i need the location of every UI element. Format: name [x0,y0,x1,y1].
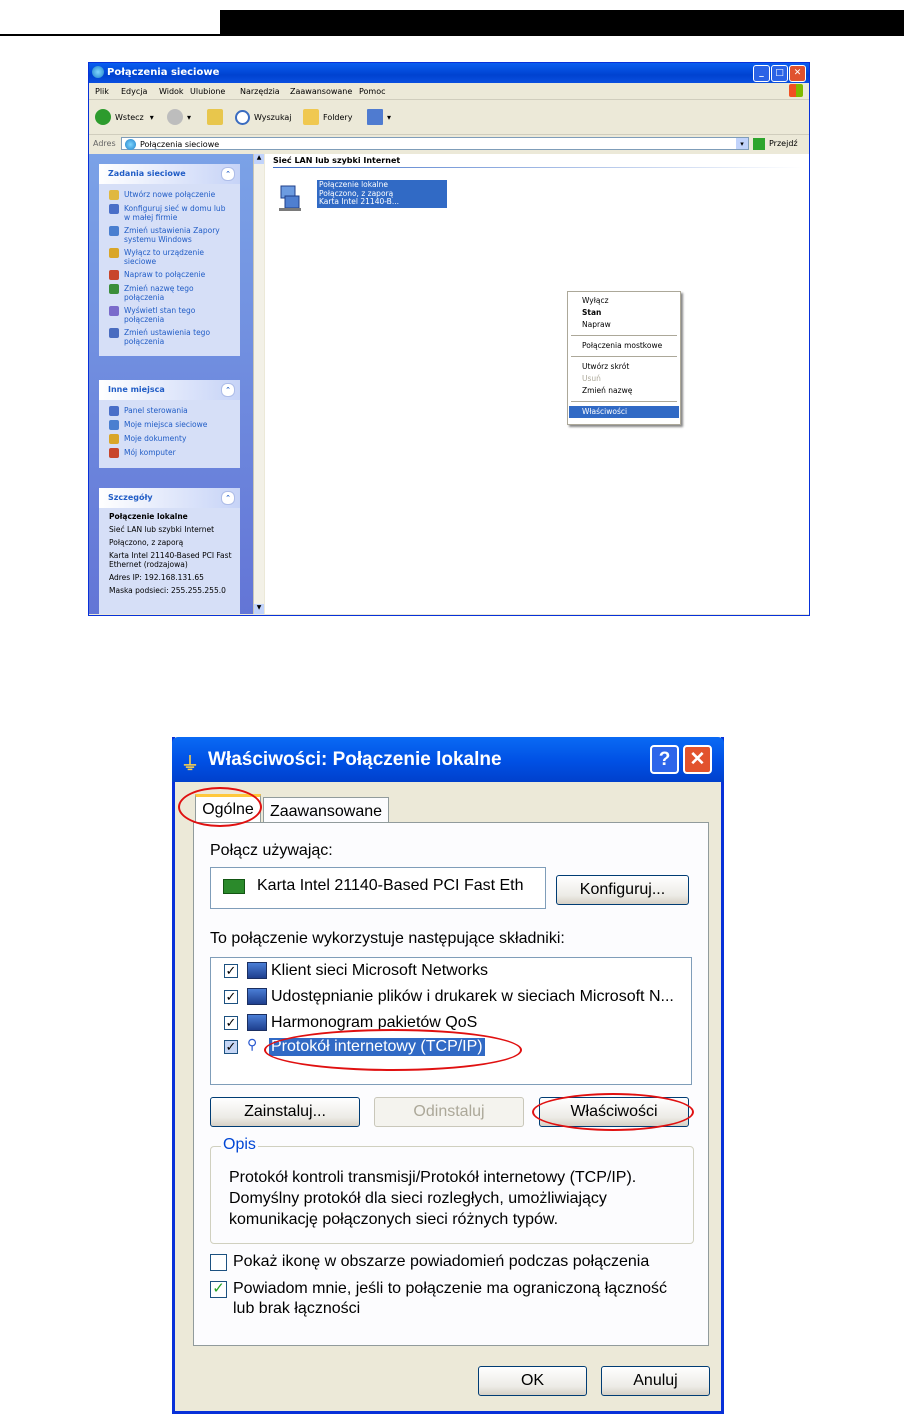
properties-dialog [172,737,724,1414]
context-repair[interactable]: Napraw [582,320,611,329]
description-group-label: Opis [223,1136,256,1153]
connect-using-label: Połącz używając: [210,842,333,859]
details-name: Połączenie lokalne [109,512,188,521]
task-link[interactable] [109,226,232,244]
network-tasks-panel [99,164,240,356]
network-card-icon [223,879,245,894]
component-checkbox[interactable]: ✓ [225,1039,237,1054]
back-label: Wstecz [115,112,144,122]
views-icon [367,109,383,125]
context-bridge[interactable]: Połączenia mostkowe [582,341,663,350]
task-link-label: Wyłącz to urządzenie sieciowe [124,248,204,266]
menu-ulubione[interactable]: Ulubione [190,87,226,96]
context-disable[interactable]: Wyłącz [582,296,609,305]
annotation-oval-properties [532,1093,694,1131]
address-value: Połączenia sieciowe [140,140,220,149]
components-label: To połączenie wykorzystuje następujące składniki: [210,930,565,947]
annotation-oval-tcpip [264,1029,522,1071]
task-link[interactable] [109,328,232,346]
search-button[interactable] [235,108,292,126]
folders-icon [303,109,319,125]
task-link-label: Utwórz nowe połączenie [124,190,216,199]
notify-label[interactable]: Powiadom mnie, jeśli to połączenie ma ograniczoną łączność lub brak łączności [233,1280,667,1317]
network-connection-icon: ⏚ [181,754,199,774]
tab-general[interactable]: Ogólne [195,794,261,824]
task-link[interactable] [109,406,232,416]
forward-button[interactable]: ▾ [167,108,191,126]
show-icon-label[interactable]: Pokaż ikonę w obszarze powiadomień podczas połączenia [233,1253,650,1270]
component-label: Klient sieci Microsoft Networks [271,962,488,979]
folders-label: Foldery [323,112,353,122]
network-tasks-header[interactable]: Zadania sieciowe ⌃ [99,164,240,184]
window-titlebar[interactable] [89,63,809,83]
task-link-label: Mój komputer [124,448,176,457]
ok-button[interactable]: OK [478,1366,587,1396]
page-header-line [0,34,220,36]
component-checkbox[interactable]: ✓ [225,963,237,978]
context-properties[interactable]: Właściwości [569,406,679,418]
firewall-icon [109,226,119,236]
context-rename[interactable]: Zmień nazwę [582,386,633,395]
details-panel [99,488,240,614]
status-icon [109,306,119,316]
maximize-button[interactable]: □ [771,65,788,82]
properties-button[interactable]: Właściwości [539,1097,689,1127]
network-icon [125,139,136,150]
client-network-icon [247,962,267,979]
task-link-label: Wyświetl stan tego połączenia [124,306,196,324]
annotation-oval-general-tab [178,787,262,827]
network-places-icon [109,420,119,430]
scroll-up-icon[interactable]: ▲ [254,154,264,164]
computer-icon [109,448,119,458]
component-label: Harmonogram pakietów QoS [271,1014,478,1031]
task-link[interactable] [109,190,232,200]
connection-name: Połączenie lokalne [319,180,389,189]
task-link[interactable] [109,248,232,266]
task-link-label: Panel sterowania [124,406,188,415]
show-icon-checkbox[interactable] [210,1254,227,1271]
component-label: Protokół internetowy (TCP/IP) [271,1038,483,1055]
menu-separator [571,356,677,357]
component-checkbox[interactable]: ✓ [225,1015,237,1030]
go-arrow-icon[interactable] [753,138,765,150]
go-button[interactable]: Przejdź [769,139,798,148]
toolbar [89,100,809,135]
list-item[interactable] [211,959,691,983]
other-places-panel [99,380,240,468]
component-label: Udostępnianie plików i drukarek w sieciach Microsoft N... [271,988,674,1005]
menu-edycja[interactable]: Edycja [121,87,148,96]
uninstall-button: Odinstaluj [374,1097,524,1127]
menu-bar [89,83,809,100]
dialog-close-button[interactable]: ✕ [683,745,712,774]
disable-device-icon [109,248,119,258]
window-title: Połączenia sieciowe [107,67,220,78]
views-button[interactable]: ▾ [367,108,391,126]
local-connection-icon[interactable] [277,184,303,212]
configure-button[interactable]: Konfiguruj... [556,875,689,905]
close-button[interactable]: ✕ [789,65,806,82]
task-link[interactable] [109,420,232,430]
connection-device: Karta Intel 21140-B... [319,197,399,206]
context-status[interactable]: Stan [582,308,602,317]
task-link-label: Moje miejsca sieciowe [124,420,208,429]
task-pane [89,154,253,614]
other-places-header[interactable]: Inne miejsca ⌃ [99,380,240,400]
help-button[interactable]: ? [650,745,679,774]
minimize-button[interactable]: _ [753,65,770,82]
back-button[interactable]: Wstecz ▾ [95,108,154,126]
up-folder-button[interactable] [207,108,227,126]
task-link[interactable] [109,270,232,280]
list-item[interactable] [211,985,691,1009]
collapse-icon[interactable]: ⌃ [221,491,235,505]
page-header-bar [220,10,904,36]
menu-zaawansowane[interactable]: Zaawansowane [290,87,353,96]
protocol-icon: ⚲ [247,1036,258,1052]
task-pane-scrollbar[interactable] [253,154,264,614]
menu-separator [571,401,677,402]
task-link-label: Moje dokumenty [124,434,187,443]
task-link[interactable] [109,434,232,444]
address-input[interactable] [121,137,749,150]
windows-logo-icon [789,84,803,97]
group-header: Sieć LAN lub szybki Internet [273,156,401,165]
task-link[interactable] [109,306,232,324]
scroll-down-icon[interactable]: ▼ [254,604,264,614]
group-divider [273,167,803,168]
details-line: Sieć LAN lub szybki Internet [109,525,215,534]
context-menu [567,291,681,425]
qos-scheduler-icon [247,1014,267,1031]
new-connection-icon [109,190,119,200]
install-button[interactable]: Zainstaluj... [210,1097,360,1127]
task-link-label: Konfiguruj sieć w domu lub w małej firmie [124,204,226,222]
address-label: Adres [93,139,116,148]
description-text: Protokół kontroli transmisji/Protokół internetowy (TCP/IP). Domyślny protokół dla sieci rozległych, umożliwiający komunikację połączonych sieci różnych typów. [229,1169,637,1228]
menu-plik[interactable]: Plik [95,87,109,96]
task-link-label: Zmień nazwę tego połączenia [124,284,194,302]
menu-widok[interactable]: Widok [159,87,184,96]
content-area [265,154,809,614]
documents-icon [109,434,119,444]
repair-icon [109,270,119,280]
context-delete: Usuń [582,374,601,383]
task-link-label: Zmień ustawienia tego połączenia [124,328,211,346]
control-panel-icon [109,406,119,416]
notify-checkbox[interactable]: ✓ [210,1281,227,1298]
search-label: Wyszukaj [254,112,292,122]
folders-button[interactable] [303,108,352,126]
adapter-field [210,867,546,909]
file-sharing-icon [247,988,267,1005]
details-line: Maska podsieci: 255.255.255.0 [109,586,226,595]
details-header[interactable]: Szczegóły ⌃ [99,488,240,508]
up-folder-icon [207,109,223,125]
adapter-name: Karta Intel 21140-Based PCI Fast Eth [257,877,524,894]
context-shortcut[interactable]: Utwórz skrót [582,362,630,371]
details-line: Karta Intel 21140-Based PCI Fast Ethernet (rodzajowa) [109,551,232,569]
menu-pomoc[interactable]: Pomoc [359,87,386,96]
task-link[interactable] [109,448,232,458]
tab-advanced[interactable]: Zaawansowane [263,797,389,825]
settings-icon [109,328,119,338]
connection-status: Połączono, z zaporą [319,188,394,198]
task-link-label: Napraw to połączenie [124,270,206,279]
menu-separator [571,335,677,336]
details-line: Połączono, z zaporą [109,538,184,547]
forward-arrow-icon [167,109,183,125]
task-link[interactable] [109,204,232,222]
dialog-titlebar[interactable] [172,737,724,782]
task-link[interactable] [109,284,232,302]
back-arrow-icon [95,109,111,125]
component-checkbox[interactable]: ✓ [225,989,237,1004]
network-connections-icon [92,66,104,78]
dialog-title: Właściwości: Połączenie lokalne [208,749,502,770]
network-connections-window [88,62,810,616]
cancel-button[interactable]: Anuluj [601,1366,710,1396]
collapse-icon[interactable]: ⌃ [221,383,235,397]
search-icon [235,110,250,125]
details-line: Adres IP: 192.168.131.65 [109,573,204,582]
address-dropdown-icon[interactable]: ▾ [736,138,748,149]
address-bar [89,135,809,153]
local-connection-label[interactable] [317,180,447,208]
rename-icon [109,284,119,294]
menu-narzedzia[interactable]: Narzędzia [240,87,280,96]
task-link-label: Zmień ustawienia Zapory systemu Windows [124,226,220,244]
description-group [210,1136,694,1244]
collapse-icon[interactable]: ⌃ [221,167,235,181]
home-network-icon [109,204,119,214]
